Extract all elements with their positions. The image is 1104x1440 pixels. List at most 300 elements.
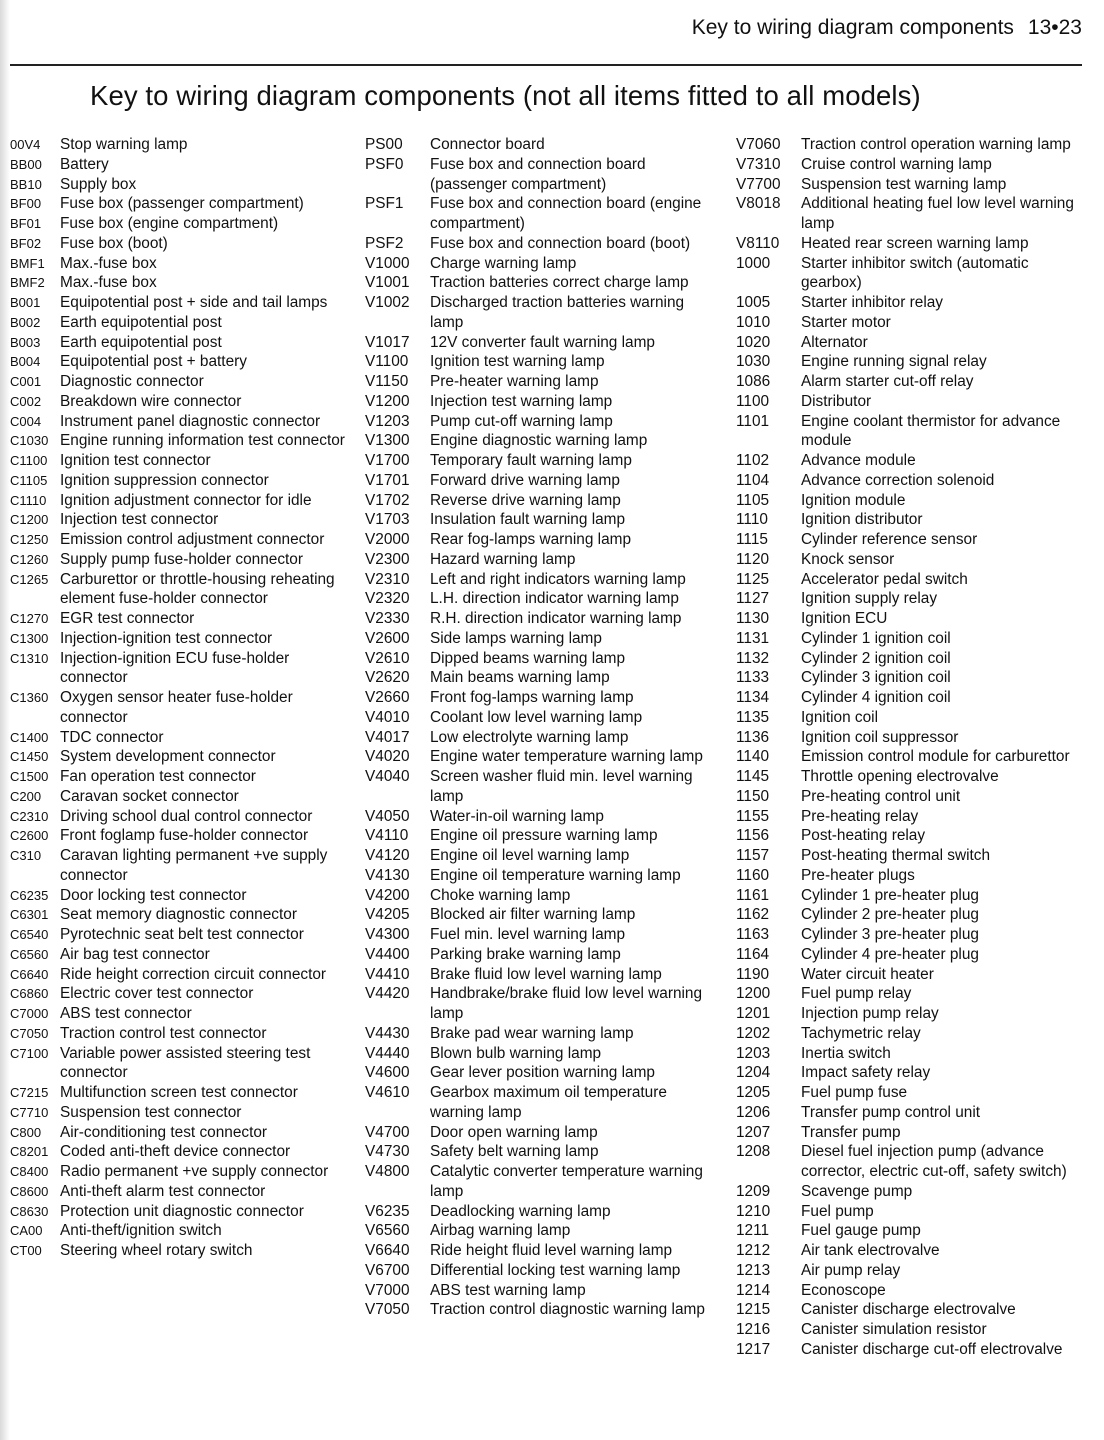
- key-entry: [736, 254, 1080, 294]
- key-entry: [365, 510, 720, 530]
- component-description: Gear lever position warning lamp: [430, 1064, 655, 1082]
- component-code: BB10: [10, 176, 42, 192]
- key-entry: [365, 609, 720, 629]
- key-entry: [10, 747, 360, 767]
- key-entry: [365, 925, 720, 945]
- component-code: 1131: [736, 629, 770, 647]
- component-code: 1207: [736, 1123, 771, 1141]
- component-code: 1104: [736, 471, 770, 489]
- component-description: Pre-heater plugs: [801, 866, 915, 884]
- component-description: L.H. direction indicator warning lamp: [430, 590, 679, 608]
- key-entry: [365, 1261, 720, 1281]
- component-description: Cylinder 3 ignition coil: [801, 669, 951, 687]
- component-description: Ignition supply relay: [801, 590, 938, 608]
- key-entry: [365, 491, 720, 511]
- component-code: C1400: [10, 729, 49, 745]
- component-description: Cylinder 1 ignition coil: [801, 629, 951, 647]
- component-code: V2310: [365, 570, 410, 588]
- component-description: Ignition ECU: [801, 610, 888, 627]
- component-code: C8201: [10, 1144, 49, 1160]
- component-description: Injection test connector: [60, 511, 219, 529]
- component-description: Pyrotechnic seat belt test connector: [60, 926, 304, 943]
- component-code: V6640: [365, 1242, 410, 1259]
- key-entry: [10, 510, 360, 530]
- key-entry: [10, 352, 360, 372]
- component-code: C1110: [10, 492, 47, 508]
- key-entry: [10, 609, 360, 629]
- key-entry: [10, 1083, 360, 1103]
- key-entry: [736, 570, 1080, 590]
- component-description: Post-heating relay: [801, 827, 926, 845]
- component-description: Water-in-oil warning lamp: [430, 807, 604, 825]
- component-code: V2330: [365, 610, 410, 627]
- component-code: C6560: [10, 946, 49, 962]
- component-description: Blown bulb warning lamp: [430, 1044, 602, 1062]
- component-description: Dipped beams warning lamp: [430, 649, 626, 667]
- key-entry: [736, 491, 1080, 511]
- component-description: Choke warning lamp: [430, 886, 571, 904]
- component-code: 1110: [736, 511, 768, 529]
- component-description: Air-conditioning test connector: [60, 1123, 268, 1141]
- key-entry: [10, 1024, 360, 1044]
- component-code: V4017: [365, 728, 410, 746]
- component-code: 1145: [736, 768, 770, 785]
- key-entry: [365, 372, 720, 392]
- component-description: Brake fluid low level warning lamp: [430, 965, 662, 983]
- component-code: 1213: [736, 1261, 771, 1279]
- key-entry: [10, 392, 360, 412]
- component-code: BF01: [10, 216, 42, 231]
- component-code: 1200: [736, 985, 771, 1003]
- component-description: Equipotential post + battery: [60, 353, 247, 371]
- component-code: C1300: [10, 630, 49, 646]
- component-code: 1102: [736, 452, 770, 469]
- key-entry: [736, 649, 1080, 669]
- key-entry: [365, 728, 720, 748]
- component-description: Earth equipotential post: [60, 313, 222, 331]
- component-code: 1135: [736, 708, 770, 726]
- component-code: 1160: [736, 866, 770, 884]
- key-entry: [365, 1281, 720, 1301]
- component-code: V6560: [365, 1222, 410, 1240]
- key-entry: [10, 1123, 360, 1143]
- key-entry: [10, 491, 360, 511]
- component-description: Temporary fault warning lamp: [430, 452, 632, 469]
- component-description: Ignition distributor: [801, 511, 923, 529]
- component-code: 1115: [736, 531, 768, 548]
- component-description: Accelerator pedal switch: [801, 570, 968, 588]
- component-description: Pre-heating relay: [801, 807, 919, 825]
- component-code: C1450: [10, 749, 49, 765]
- component-code: V1703: [365, 511, 410, 529]
- component-description: Fuel min. level warning lamp: [430, 926, 626, 943]
- key-entry: [10, 293, 360, 313]
- component-code: V4205: [365, 906, 410, 924]
- component-code: 1163: [736, 926, 770, 943]
- key-entry: [10, 629, 360, 649]
- component-description: Cylinder 4 ignition coil: [801, 689, 951, 706]
- component-code: V2610: [365, 649, 410, 667]
- key-entry: [10, 1182, 360, 1202]
- component-description: Cylinder reference sensor: [801, 531, 978, 548]
- key-entry: [736, 352, 1080, 372]
- component-code: C1105: [10, 472, 48, 488]
- component-code: C1260: [10, 551, 49, 567]
- key-entry: [10, 471, 360, 491]
- component-code: C8600: [10, 1183, 49, 1199]
- key-entry: [365, 945, 720, 965]
- component-description: Front foglamp fuse-holder connector: [60, 827, 309, 845]
- component-description: Battery: [60, 155, 109, 173]
- component-description: Ignition coil: [801, 708, 878, 726]
- key-column-2: [365, 135, 720, 1320]
- component-code: 1216: [736, 1321, 771, 1338]
- component-code: B002: [10, 314, 41, 330]
- component-description: Fuse box (passenger compartment): [60, 195, 304, 213]
- component-description: Ignition module: [801, 491, 906, 509]
- component-code: C1310: [10, 650, 49, 666]
- component-description: Screen washer fluid min. level warning lamp: [430, 768, 693, 805]
- component-description: Engine oil temperature warning lamp: [430, 866, 681, 884]
- key-entry: [365, 1142, 720, 1162]
- key-entry: [365, 135, 720, 155]
- component-code: 1010: [736, 313, 771, 331]
- component-code: C7710: [10, 1104, 49, 1120]
- component-code: C6540: [10, 927, 49, 942]
- component-description: Door locking test connector: [60, 886, 247, 904]
- key-entry: [736, 1063, 1080, 1083]
- component-code: C004: [10, 413, 42, 429]
- component-code: C2310: [10, 808, 49, 824]
- key-entry: [365, 826, 720, 846]
- component-description: Traction control operation warning lamp: [801, 136, 1071, 153]
- component-code: V4020: [365, 748, 410, 766]
- key-entry: [736, 155, 1080, 175]
- component-code: V4700: [365, 1123, 410, 1141]
- key-entry: [10, 214, 360, 234]
- component-code: C6860: [10, 986, 49, 1002]
- component-description: Fuel pump fuse: [801, 1084, 908, 1101]
- component-code: V2300: [365, 550, 410, 568]
- component-code: V8018: [736, 195, 781, 213]
- key-entry: [736, 1281, 1080, 1301]
- key-entry: [365, 649, 720, 669]
- running-header-title: Key to wiring diagram components: [691, 16, 1014, 39]
- component-description: Ignition adjustment connector for idle: [60, 491, 312, 509]
- key-entry: [10, 431, 360, 451]
- key-entry: [365, 1241, 720, 1261]
- component-code: V4730: [365, 1143, 410, 1161]
- component-description: Main beams warning lamp: [430, 669, 610, 687]
- component-description: Additional heating fuel low level warning lamp: [801, 195, 1074, 232]
- key-entry: [365, 352, 720, 372]
- component-description: Fuel pump relay: [801, 985, 912, 1003]
- component-code: C6301: [10, 907, 49, 923]
- component-description: Anti-theft alarm test connector: [60, 1182, 266, 1200]
- component-code: V4040: [365, 768, 410, 785]
- component-description: Caravan lighting permanent +ve supply connector: [60, 847, 328, 884]
- component-code: CA00: [10, 1223, 43, 1239]
- component-description: Fan operation test connector: [60, 768, 256, 785]
- key-entry: [10, 372, 360, 392]
- component-code: V7050: [365, 1301, 410, 1319]
- key-entry: [736, 175, 1080, 195]
- key-entry: [10, 886, 360, 906]
- component-description: Pre-heating control unit: [801, 787, 961, 805]
- key-entry: [736, 629, 1080, 649]
- component-description: Coded anti-theft device connector: [60, 1143, 291, 1161]
- key-entry: [10, 787, 360, 807]
- component-description: Ignition suppression connector: [60, 471, 269, 489]
- component-description: Equipotential post + side and tail lamps: [60, 294, 328, 311]
- page-edge-shadow: [0, 0, 10, 1440]
- component-code: 1205: [736, 1084, 771, 1101]
- component-description: Tachymetric relay: [801, 1024, 921, 1042]
- key-entry: [736, 807, 1080, 827]
- component-description: Fuel pump: [801, 1202, 874, 1220]
- key-entry: [736, 945, 1080, 965]
- component-description: Starter inhibitor relay: [801, 294, 943, 311]
- component-code: C200: [10, 788, 42, 804]
- component-description: Ignition test warning lamp: [430, 353, 605, 371]
- key-entry: [736, 609, 1080, 629]
- key-entry: [736, 1300, 1080, 1320]
- component-description: Diagnostic connector: [60, 373, 204, 390]
- key-entry: [736, 767, 1080, 787]
- component-code: V1150: [365, 373, 409, 390]
- component-code: C7100: [10, 1045, 49, 1061]
- component-description: Radio permanent +ve supply connector: [60, 1163, 329, 1180]
- component-description: Canister discharge electrovalve: [801, 1301, 1016, 1319]
- component-code: 00V4: [10, 137, 41, 152]
- component-description: Traction control test connector: [60, 1024, 267, 1042]
- component-description: Engine running signal relay: [801, 353, 987, 371]
- component-code: V4130: [365, 866, 410, 884]
- component-code: V6235: [365, 1202, 410, 1220]
- key-entry: [736, 1083, 1080, 1103]
- component-description: Injection-ignition test connector: [60, 629, 273, 647]
- component-code: C1265: [10, 571, 49, 587]
- key-entry: [736, 668, 1080, 688]
- key-entry: [10, 1221, 360, 1241]
- component-code: C002: [10, 393, 42, 409]
- component-description: Ignition coil suppressor: [801, 728, 959, 746]
- key-entry: [736, 550, 1080, 570]
- key-entry: [736, 313, 1080, 333]
- component-code: CT00: [10, 1243, 42, 1258]
- key-entry: [736, 886, 1080, 906]
- component-code: BMF1: [10, 255, 45, 271]
- key-entry: [10, 1142, 360, 1162]
- component-description: Rear fog-lamps warning lamp: [430, 531, 632, 548]
- key-entry: [10, 1202, 360, 1222]
- component-code: V4440: [365, 1044, 410, 1062]
- component-description: Charge warning lamp: [430, 254, 577, 272]
- key-entry: [365, 570, 720, 590]
- component-description: Multifunction screen test connector: [60, 1084, 298, 1101]
- key-entry: [365, 668, 720, 688]
- component-description: Anti-theft/ignition switch: [60, 1222, 222, 1240]
- component-description: R.H. direction indicator warning lamp: [430, 610, 682, 627]
- component-code: 1134: [736, 689, 770, 706]
- key-entry: [10, 945, 360, 965]
- component-code: V4010: [365, 708, 410, 726]
- component-description: Cylinder 4 pre-heater plug: [801, 945, 979, 963]
- component-code: 1208: [736, 1143, 771, 1161]
- key-entry: [10, 234, 360, 254]
- component-description: Engine water temperature warning lamp: [430, 748, 703, 766]
- component-code: 1140: [736, 748, 770, 766]
- component-code: V2620: [365, 669, 410, 687]
- component-description: Hazard warning lamp: [430, 550, 576, 568]
- key-entry: [365, 550, 720, 570]
- component-description: Water circuit heater: [801, 965, 934, 983]
- key-entry: [10, 767, 360, 787]
- key-entry: [736, 1004, 1080, 1024]
- component-description: Injection pump relay: [801, 1005, 939, 1022]
- component-description: Inertia switch: [801, 1044, 891, 1062]
- component-code: 1125: [736, 570, 770, 588]
- key-entry: [10, 905, 360, 925]
- component-code: V7310: [736, 155, 781, 173]
- component-code: C8630: [10, 1203, 49, 1219]
- key-entry: [365, 984, 720, 1024]
- component-description: Variable power assisted steering test connector: [60, 1044, 311, 1082]
- key-entry: [736, 1044, 1080, 1064]
- component-code: B001: [10, 295, 41, 310]
- key-entry: [365, 194, 720, 234]
- key-entry: [10, 155, 360, 175]
- key-entry: [10, 135, 360, 155]
- component-code: V1001: [365, 274, 410, 292]
- component-code: V4400: [365, 945, 410, 963]
- key-entry: [10, 1004, 360, 1024]
- component-code: 1132: [736, 649, 770, 667]
- component-description: Brake pad wear warning lamp: [430, 1024, 634, 1042]
- component-code: V1000: [365, 254, 410, 272]
- running-header: [692, 16, 1082, 40]
- component-description: Scavenge pump: [801, 1182, 913, 1200]
- component-description: Air bag test connector: [60, 945, 210, 963]
- component-code: C1270: [10, 611, 49, 626]
- component-description: Carburettor or throttle-housing reheating element fuse-holder connector: [60, 570, 335, 608]
- component-description: Differential locking test warning lamp: [430, 1261, 681, 1279]
- component-description: Fuse box and connection board (passenger compartment): [430, 155, 646, 193]
- component-description: Fuse box and connection board (engine compartment): [430, 195, 702, 232]
- component-description: Fuel gauge pump: [801, 1222, 921, 1240]
- component-description: Air pump relay: [801, 1261, 901, 1279]
- key-entry: [736, 905, 1080, 925]
- component-description: Reverse drive warning lamp: [430, 491, 621, 509]
- key-entry: [10, 412, 360, 432]
- component-code: PSF0: [365, 155, 404, 173]
- component-code: C1030: [10, 433, 49, 449]
- key-entry: [10, 1044, 360, 1084]
- component-code: C7215: [10, 1085, 49, 1100]
- key-entry: [10, 984, 360, 1004]
- key-entry: [365, 1063, 720, 1083]
- component-code: V1100: [365, 353, 409, 371]
- component-code: 1000: [736, 254, 771, 272]
- component-code: V4120: [365, 847, 410, 864]
- key-entry: [365, 708, 720, 728]
- key-entry: [365, 234, 720, 254]
- key-entry: [10, 649, 360, 689]
- component-code: 1005: [736, 294, 771, 311]
- key-entry: [736, 412, 1080, 452]
- component-description: Door open warning lamp: [430, 1123, 598, 1141]
- component-description: Heated rear screen warning lamp: [801, 234, 1029, 252]
- component-description: Gearbox maximum oil temperature warning lamp: [430, 1084, 667, 1121]
- component-description: Fuse box (boot): [60, 234, 168, 252]
- component-code: 1161: [736, 886, 770, 904]
- key-entry: [365, 589, 720, 609]
- component-code: 1105: [736, 491, 770, 509]
- component-code: 1156: [736, 827, 770, 845]
- key-entry: [365, 392, 720, 412]
- component-code: 1211: [736, 1222, 770, 1240]
- component-code: V2600: [365, 629, 410, 647]
- component-code: 1100: [736, 392, 770, 410]
- component-code: V4600: [365, 1064, 410, 1082]
- component-code: 1101: [736, 412, 770, 430]
- key-entry: [736, 1142, 1080, 1182]
- component-code: 1127: [736, 590, 770, 608]
- key-entry: [365, 431, 720, 451]
- component-description: Electric cover test connector: [60, 985, 254, 1003]
- component-description: Advance correction solenoid: [801, 471, 995, 489]
- key-entry: [736, 866, 1080, 886]
- key-entry: [736, 925, 1080, 945]
- component-description: Engine oil level warning lamp: [430, 847, 630, 864]
- component-code: 1136: [736, 728, 770, 746]
- component-description: Insulation fault warning lamp: [430, 511, 626, 529]
- component-code: V1702: [365, 491, 410, 509]
- key-entry: [10, 1162, 360, 1182]
- component-description: Diesel fuel injection pump (advance corrector, electric cut-off, safety switch): [801, 1143, 1067, 1180]
- component-description: Handbrake/brake fluid low level warning lamp: [430, 985, 703, 1022]
- key-entry: [736, 688, 1080, 708]
- component-description: Oxygen sensor heater fuse-holder connector: [60, 689, 293, 726]
- component-description: Deadlocking warning lamp: [430, 1202, 611, 1220]
- component-description: Cylinder 2 ignition coil: [801, 649, 951, 667]
- component-description: Steering wheel rotary switch: [60, 1242, 253, 1259]
- component-code: V1200: [365, 392, 410, 410]
- component-code: 1164: [736, 945, 770, 963]
- component-description: Pre-heater warning lamp: [430, 373, 599, 390]
- component-description: Earth equipotential post: [60, 333, 222, 351]
- component-description: Blocked air filter warning lamp: [430, 906, 636, 924]
- component-code: V1017: [365, 333, 410, 351]
- key-entry: [365, 451, 720, 471]
- key-entry: [365, 333, 720, 353]
- key-entry: [736, 1261, 1080, 1281]
- component-description: TDC connector: [60, 728, 164, 746]
- component-code: BB00: [10, 156, 42, 172]
- component-code: 1201: [736, 1005, 771, 1022]
- component-code: V2320: [365, 590, 410, 608]
- key-entry: [736, 1320, 1080, 1340]
- component-description: Driving school dual control connector: [60, 807, 313, 825]
- component-description: Cylinder 2 pre-heater plug: [801, 906, 979, 924]
- component-description: Starter motor: [801, 313, 891, 331]
- key-entry: [365, 688, 720, 708]
- key-entry: [736, 1182, 1080, 1202]
- key-entry: [736, 392, 1080, 412]
- component-code: 1214: [736, 1281, 771, 1299]
- component-description: Canister discharge cut-off electrovalve: [801, 1340, 1063, 1358]
- component-code: B004: [10, 354, 41, 370]
